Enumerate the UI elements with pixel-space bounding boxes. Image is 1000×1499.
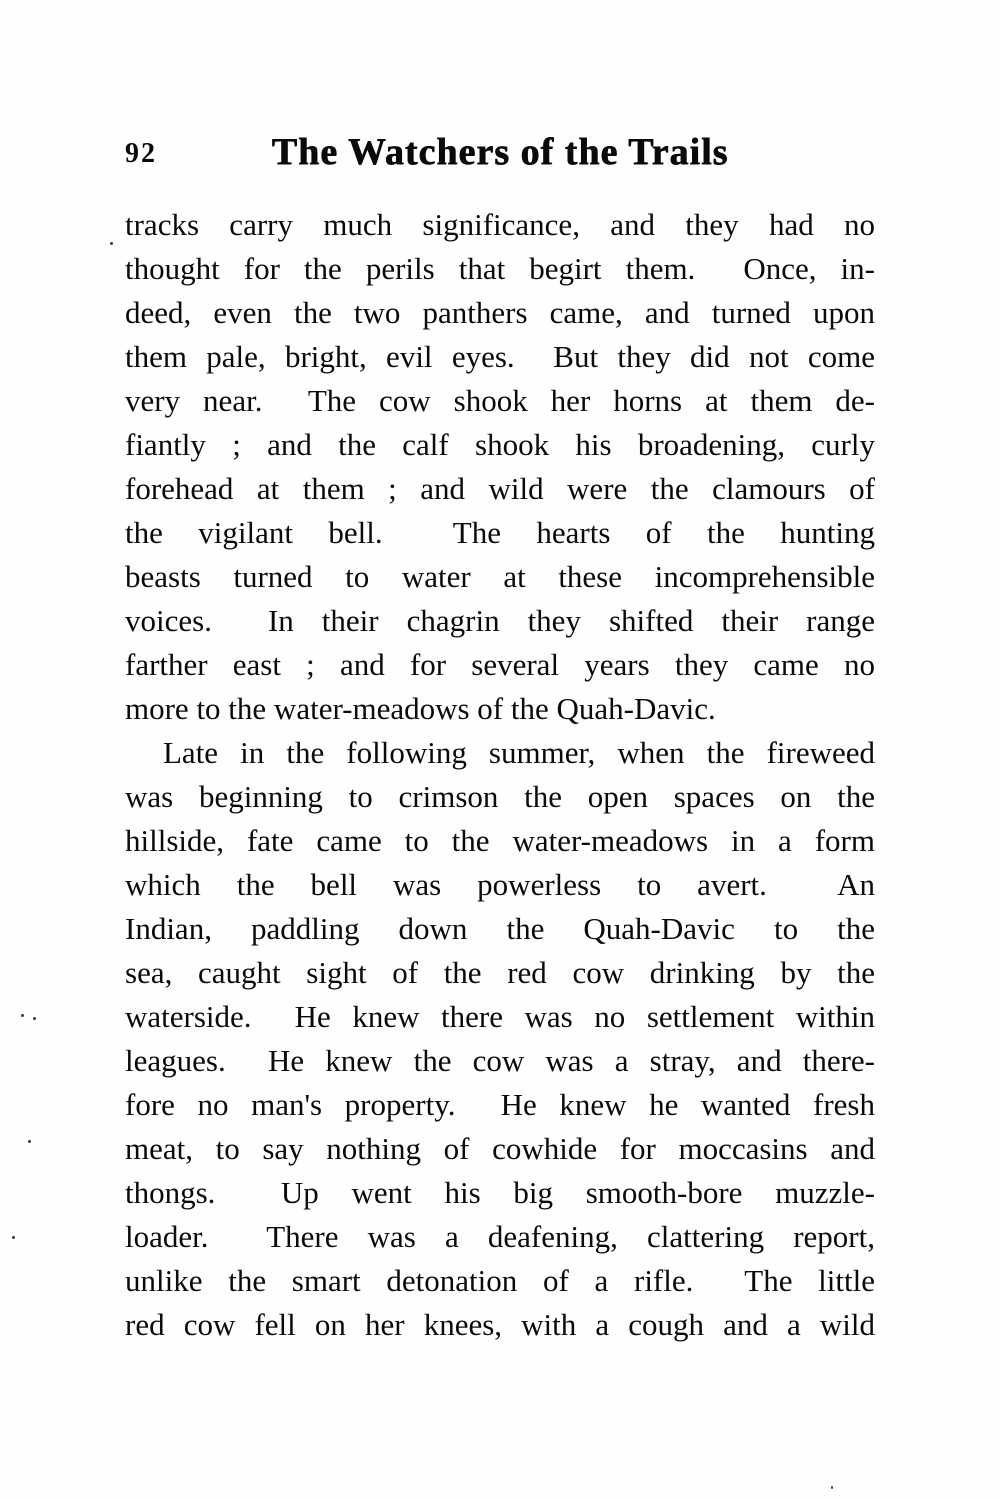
text-line: beasts turned to water at these incomprehensible [125, 559, 875, 594]
paragraph [125, 203, 875, 731]
text-line: waterside. He knew there was no settlement within [125, 999, 875, 1034]
scan-speck [33, 1017, 36, 1020]
text-line: tracks carry much significance, and they had no [125, 207, 875, 242]
text-block [125, 203, 875, 1347]
text-line: more to the water-meadows of the Quah-Davic. [125, 691, 716, 726]
running-head [125, 130, 875, 178]
text-line: which the bell was powerless to avert. An [125, 867, 875, 902]
text-line: deed, even the two panthers came, and turned upon [125, 295, 875, 330]
scan-speck [12, 1236, 15, 1239]
text-line: thongs. Up went his big smooth-bore muzzle- [125, 1175, 875, 1210]
text-line: leagues. He knew the cow was a stray, and there- [125, 1043, 875, 1078]
paragraph [125, 731, 875, 1347]
text-line: fiantly ; and the calf shook his broadening, curly [125, 427, 875, 462]
text-line: Indian, paddling down the Quah-Davic to the [125, 911, 875, 946]
text-line: thought for the perils that begirt them. Once, in- [125, 251, 875, 286]
scan-speck [28, 1140, 31, 1143]
text-line: was beginning to crimson the open spaces on the [125, 779, 875, 814]
text-line: the vigilant bell. The hearts of the hunting [125, 515, 875, 550]
scan-speck [21, 1014, 24, 1017]
text-line: voices. In their chagrin they shifted their range [125, 603, 875, 638]
text-line: forehead at them ; and wild were the clamours of [125, 471, 875, 506]
text-line: loader. There was a deafening, clattering report, [125, 1219, 875, 1254]
text-line: Late in the following summer, when the fireweed [163, 735, 875, 770]
text-line: them pale, bright, evil eyes. But they did not come [125, 339, 875, 374]
text-line: very near. The cow shook her horns at them de- [125, 383, 875, 418]
text-line: unlike the smart detonation of a rifle. The little [125, 1263, 875, 1298]
text-line: fore no man's property. He knew he wanted fresh [125, 1087, 875, 1122]
text-line: sea, caught sight of the red cow drinking by the [125, 955, 875, 990]
page-number: 92 [125, 138, 157, 169]
text-line: hillside, fate came to the water-meadows in a form [125, 823, 875, 858]
text-line: farther east ; and for several years they came no [125, 647, 875, 682]
text-line: meat, to say nothing of cowhide for moccasins and [125, 1131, 875, 1166]
page-header-title: The Watchers of the Trails [271, 131, 729, 173]
scan-speck [110, 242, 113, 245]
scan-speck [831, 1486, 833, 1489]
text-line: red cow fell on her knees, with a cough and a wild [125, 1307, 875, 1342]
